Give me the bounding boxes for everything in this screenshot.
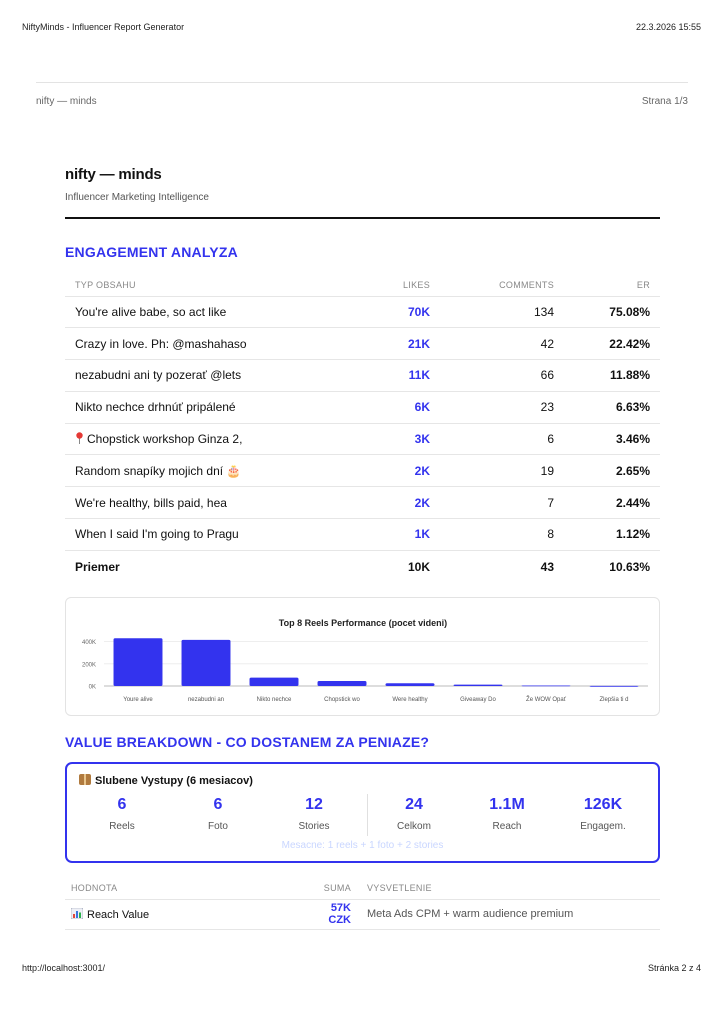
stat-total bbox=[369, 796, 459, 832]
content-title: Chopstick workshop Ginza 2, bbox=[87, 432, 243, 447]
comments-cell: 19 bbox=[440, 455, 564, 487]
header-divider bbox=[36, 82, 688, 83]
print-footer-page: Stránka 2 z 4 bbox=[647, 963, 701, 973]
table-row bbox=[65, 455, 660, 487]
table-row bbox=[65, 296, 660, 328]
content-title: Nikto nechce drhnúť pripálené bbox=[75, 400, 236, 415]
content-cell bbox=[65, 455, 370, 487]
table-header-row bbox=[65, 877, 660, 899]
y-tick-label: 0K bbox=[88, 684, 96, 691]
stat-foto bbox=[173, 796, 263, 832]
col-header-explanation: VYSVETLENIE bbox=[367, 882, 432, 893]
er-cell: 6.63% bbox=[564, 391, 660, 423]
col-header-value: HODNOTA bbox=[71, 882, 118, 893]
deliverables-title-text: Slubene Vystupy (6 mesiacov) bbox=[95, 775, 253, 787]
stat-engagement bbox=[558, 796, 648, 832]
value-label-cell bbox=[65, 899, 305, 929]
comments-cell: 134 bbox=[440, 296, 564, 328]
content-title: Crazy in love. Ph: @mashahaso bbox=[75, 336, 247, 351]
content-cell bbox=[65, 296, 370, 328]
x-tick-label: Were healthy bbox=[392, 697, 428, 703]
stat-label: Stories bbox=[298, 821, 330, 832]
comments-cell: 7 bbox=[440, 487, 564, 519]
x-tick-label: Chopstick wo bbox=[324, 697, 360, 703]
table-row bbox=[65, 391, 660, 423]
package-icon bbox=[79, 774, 91, 785]
likes-cell: 11K bbox=[370, 360, 440, 392]
bar-7 bbox=[522, 685, 571, 686]
stat-reach bbox=[462, 796, 552, 832]
stat-value: 1.1M bbox=[489, 796, 525, 813]
stat-value: 6 bbox=[213, 796, 223, 813]
stat-divider bbox=[367, 794, 368, 836]
content-title: Random snapíky mojich dní 🎂 bbox=[75, 463, 242, 478]
er-cell: 75.08% bbox=[564, 296, 660, 328]
content-cell bbox=[65, 328, 370, 360]
likes-cell: 3K bbox=[370, 423, 440, 455]
y-tick-label: 200K bbox=[81, 662, 96, 669]
bar-6 bbox=[454, 685, 503, 686]
deliverables-title bbox=[79, 774, 253, 787]
content-cell bbox=[65, 360, 370, 392]
x-tick-label: Nikto nechce bbox=[256, 697, 292, 703]
stat-value: 6 bbox=[117, 796, 127, 813]
stat-label: Reels bbox=[109, 821, 135, 832]
col-header-sum: SUMA bbox=[323, 882, 351, 893]
content-cell bbox=[65, 519, 370, 551]
bar-chart-icon bbox=[71, 908, 83, 919]
er-cell: 1.12% bbox=[564, 519, 660, 551]
stat-value: 24 bbox=[405, 796, 423, 813]
col-header-comments: COMMENTS bbox=[499, 279, 554, 290]
average-label: Priemer bbox=[65, 550, 370, 582]
monthly-note: Mesacne: 1 reels + 1 foto + 2 stories bbox=[281, 840, 444, 851]
er-cell: 22.42% bbox=[564, 328, 660, 360]
content-cell bbox=[65, 487, 370, 519]
er-cell: 2.65% bbox=[564, 455, 660, 487]
engagement-table bbox=[65, 274, 660, 582]
er-cell: 11.88% bbox=[564, 360, 660, 392]
content-title: nezabudni ani ty pozerať @lets bbox=[75, 368, 242, 383]
average-comments: 43 bbox=[440, 550, 564, 582]
reels-chart-card bbox=[65, 597, 660, 716]
content-title: When I said I'm going to Pragu bbox=[75, 527, 239, 542]
likes-cell: 1K bbox=[370, 519, 440, 551]
bar-4 bbox=[318, 681, 367, 686]
comments-cell: 6 bbox=[440, 423, 564, 455]
value-section-title: VALUE BREAKDOWN - CO DOSTANEM ZA PENIAZE? bbox=[65, 734, 430, 750]
likes-cell: 6K bbox=[370, 391, 440, 423]
value-table bbox=[65, 877, 660, 930]
average-er: 10.63% bbox=[564, 550, 660, 582]
bar-2 bbox=[182, 640, 231, 686]
comments-cell: 23 bbox=[440, 391, 564, 423]
table-row bbox=[65, 328, 660, 360]
running-header-brand: nifty — minds bbox=[36, 96, 97, 107]
pin-icon bbox=[75, 432, 84, 444]
x-tick-label: nezabudni an bbox=[187, 697, 225, 703]
value-explanation: Meta Ads CPM + warm audience premium bbox=[357, 899, 660, 929]
content-cell bbox=[65, 391, 370, 423]
stat-label: Engagem. bbox=[580, 821, 626, 832]
er-cell: 2.44% bbox=[564, 487, 660, 519]
brand-name: nifty — minds bbox=[65, 166, 162, 183]
content-title: We're healthy, bills paid, hea bbox=[75, 495, 227, 510]
comments-cell: 66 bbox=[440, 360, 564, 392]
x-tick-label: Zlepšia ti d bbox=[599, 697, 629, 703]
x-tick-label: Giveaway Do bbox=[460, 697, 496, 703]
col-header-likes: LIKES bbox=[402, 279, 430, 290]
likes-cell: 2K bbox=[370, 455, 440, 487]
deliverables-card bbox=[65, 762, 660, 863]
stat-label: Reach bbox=[492, 821, 522, 832]
stat-label: Foto bbox=[207, 821, 228, 832]
print-header-date: 22.3.2026 15:55 bbox=[635, 22, 701, 32]
table-header-row bbox=[65, 274, 660, 296]
bar-1 bbox=[114, 638, 163, 686]
er-cell: 3.46% bbox=[564, 423, 660, 455]
content-title: You're alive babe, so act like bbox=[75, 304, 227, 319]
bar-5 bbox=[386, 683, 435, 686]
likes-cell: 70K bbox=[370, 296, 440, 328]
stat-reels bbox=[77, 796, 167, 832]
print-footer-url: http://localhost:3001/ bbox=[22, 963, 106, 973]
value-sum: 57K CZK bbox=[305, 899, 357, 929]
x-tick-label: Že WOW Opať bbox=[526, 697, 566, 703]
table-row bbox=[65, 487, 660, 519]
running-header-page: Strana 1/3 bbox=[641, 96, 688, 107]
content-cell bbox=[65, 423, 370, 455]
table-row bbox=[65, 423, 660, 455]
table-row bbox=[65, 899, 660, 929]
likes-cell: 21K bbox=[370, 328, 440, 360]
average-likes: 10K bbox=[370, 550, 440, 582]
table-row bbox=[65, 360, 660, 392]
print-header-title: NiftyMinds - Influencer Report Generator bbox=[22, 22, 185, 32]
stat-value: 126K bbox=[583, 796, 623, 813]
table-row bbox=[65, 519, 660, 551]
comments-cell: 42 bbox=[440, 328, 564, 360]
likes-cell: 2K bbox=[370, 487, 440, 519]
bar-8 bbox=[590, 686, 639, 687]
comments-cell: 8 bbox=[440, 519, 564, 551]
col-header-content: TYP OBSAHU bbox=[75, 279, 136, 290]
x-tick-label: Youre alive bbox=[123, 697, 153, 703]
brand-divider bbox=[65, 217, 660, 219]
reels-performance-chart bbox=[66, 598, 661, 717]
brand-tagline: Influencer Marketing Intelligence bbox=[65, 192, 209, 203]
value-label: Reach Value bbox=[87, 908, 150, 921]
engagement-section-title: ENGAGEMENT ANALYZA bbox=[65, 244, 238, 260]
bar-3 bbox=[250, 678, 299, 686]
col-header-er: ER bbox=[636, 279, 650, 290]
average-row bbox=[65, 550, 660, 582]
y-tick-label: 400K bbox=[81, 640, 96, 647]
chart-title: Top 8 Reels Performance (pocet videni) bbox=[278, 618, 448, 628]
stat-value: 12 bbox=[305, 796, 323, 813]
stat-stories bbox=[269, 796, 359, 832]
stat-label: Celkom bbox=[397, 821, 431, 832]
